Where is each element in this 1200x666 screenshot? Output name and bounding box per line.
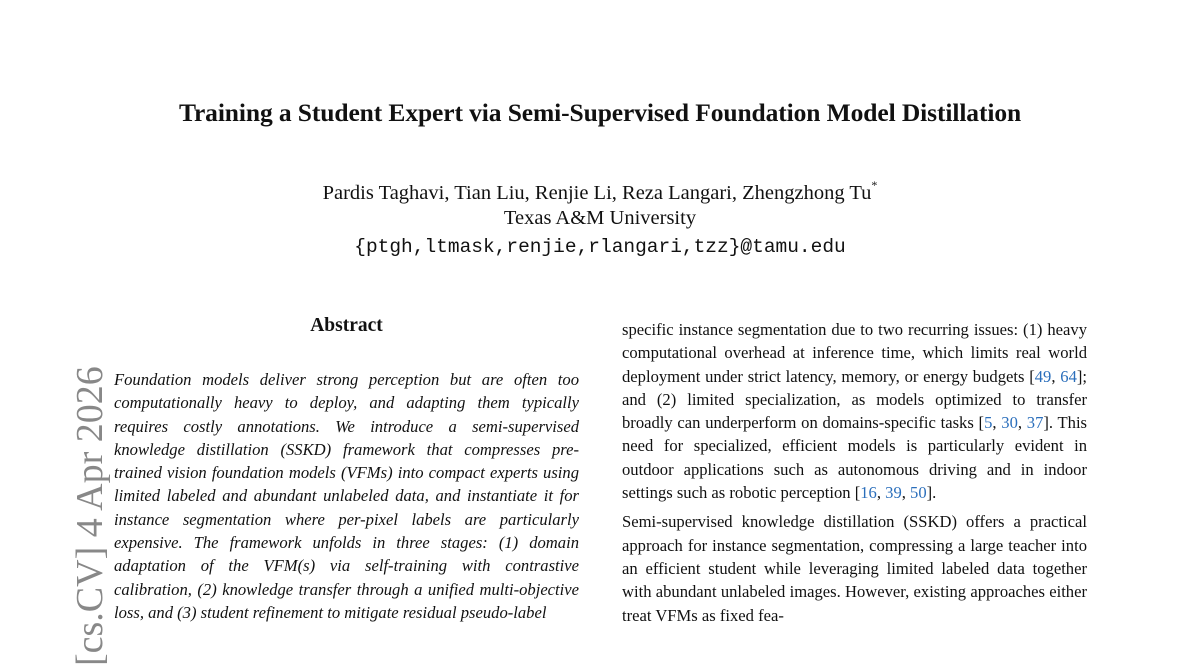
paper-title: Training a Student Expert via Semi-Supervised Foundation Model Distillation xyxy=(178,98,1022,127)
citation-separator: , xyxy=(876,483,886,503)
body-paragraph xyxy=(622,318,1087,504)
citation-link[interactable]: 50 xyxy=(910,483,927,503)
affiliation: Texas A&M University xyxy=(503,207,697,229)
abstract-text: Foundation models deliver strong perception but are often too computationally heavy to deploy, and adapting them typically requires costly annotations. We introduce a semi-supervised knowledge distillation (SSKD) framework that compresses pre-trained vision foundation models (VFMs) into compact experts using limited labeled and abundant unlabeled data, and instantiate it for instance segmentation where per-pixel labels are particularly expensive. The framework unfolds in three stages: (1) domain adaptation of the VFM(s) via self-training with contrastive calibration, (2) knowledge transfer through a unified multi-objective loss, and (3) student refinement to mitigate residual pseudo-label xyxy=(114,370,579,622)
citation-link[interactable]: 64 xyxy=(1060,366,1077,386)
citation-separator: , xyxy=(1017,413,1027,433)
citation-link[interactable]: 37 xyxy=(1026,413,1044,433)
paragraph-text: ]; and (2) limited specialization, as models optimized to transfer broadly can underperform on domains-specific tasks [ xyxy=(622,366,1088,433)
citation-separator: , xyxy=(1051,366,1061,386)
body-right-column xyxy=(622,318,1087,633)
citation-link[interactable]: 30 xyxy=(1001,413,1018,433)
author-list xyxy=(0,180,1200,205)
citation-link[interactable]: 16 xyxy=(860,483,877,503)
arxiv-watermark-text: [cs.CV] 4 Apr 2026 xyxy=(69,366,111,666)
citation-link[interactable]: 5 xyxy=(984,413,993,433)
paragraph-text: ]. xyxy=(926,483,937,503)
paragraph-text: specific instance segmentation due to two recurring issues: (1) heavy computational overhead at inference time, which limits real world deployment under strict latency, memory, or energy budgets [ xyxy=(622,320,1087,386)
citation-separator: , xyxy=(901,483,911,503)
author-names: Pardis Taghavi, Tian Liu, Renjie Li, Reza Langari, Zhengzhong Tu xyxy=(322,181,872,204)
corresponding-author-mark: * xyxy=(871,178,878,192)
arxiv-watermark xyxy=(24,336,111,666)
paragraph-text: ]. This need for specialized, efficient models is particularly evident in outdoor applications such as autonomous driving and in indoor settings such as robotic perception [ xyxy=(622,413,1088,503)
author-emails: {ptgh,ltmask,renjie,rlangari,tzz}@tamu.edu xyxy=(354,236,846,258)
citation-link[interactable]: 39 xyxy=(885,483,902,503)
citation-separator: , xyxy=(992,413,1002,433)
abstract-heading: Abstract xyxy=(310,315,383,336)
citation-link[interactable]: 49 xyxy=(1034,366,1052,386)
body-paragraph: Semi-supervised knowledge distillation (SSKD) offers a practical approach for instance segmentation, compressing a large teacher into an efficient student while leveraging limited labeled data together with abundant unlabeled images. However, existing approaches either treat VFMs as fixed fea- xyxy=(622,512,1087,625)
